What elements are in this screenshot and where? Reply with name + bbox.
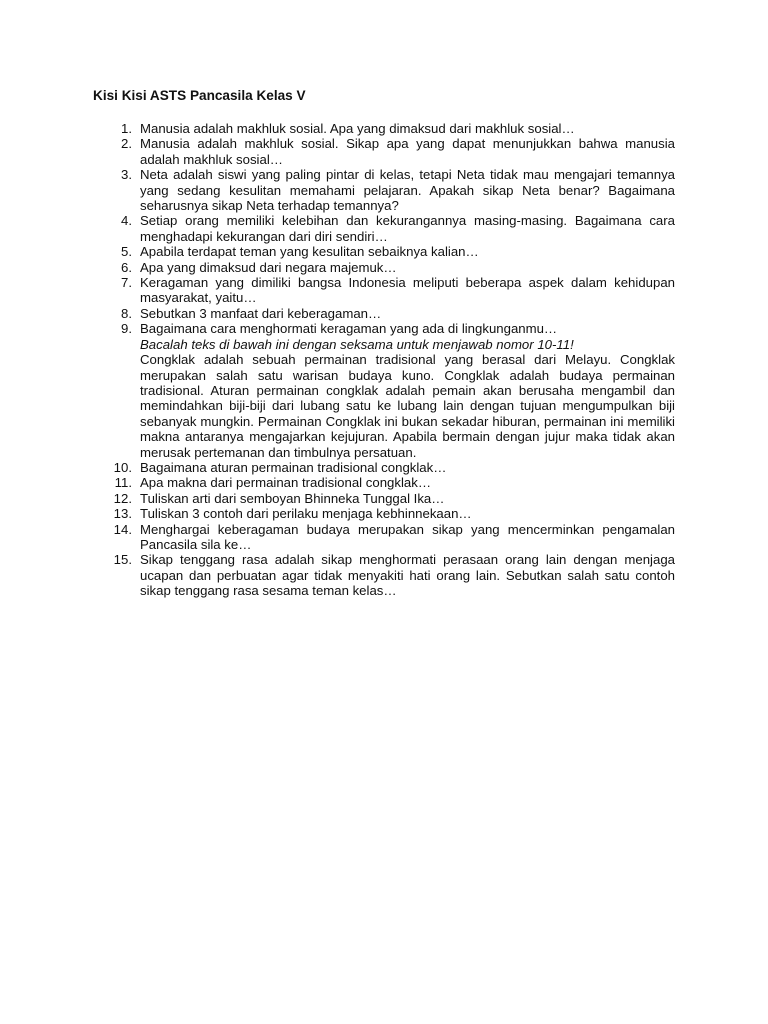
question-text: Sebutkan 3 manfaat dari keberagaman… (140, 305, 382, 321)
question-text: Manusia adalah makhluk sosial. Apa yang dimaksud dari makhluk sosial… (140, 121, 575, 136)
passage-instruction: Bacalah teks di bawah ini dengan seksama untuk menjawab nomor 10-11! (140, 336, 574, 352)
question-number: 11. (114, 475, 132, 491)
question-text: Bagaimana cara menghormati keragaman yang ada di lingkunganmu… (140, 321, 558, 337)
question-item (93, 275, 675, 306)
question-item (93, 475, 675, 490)
question-number: 10. (113, 459, 132, 475)
question-number: 12. (113, 490, 132, 506)
question-list-a (93, 121, 675, 337)
passage-text: Congklak adalah sebuah permainan tradisional yang berasal dari Melayu. Congklak merupakan salah satu warisan budaya kuno. Congklak adalah budaya permainan tradisional. Aturan permainan congklak adalah pemain akan berusaha mengambil dan memindahkan biji-biji dari lubang satu ke lubang lain dengan tujuan mengumpulkan biji sebanyak mungkin. Permainan Congklak ini bukan sekadar hiburan, permainan ini memiliki makna antaranya mengajarkan kejujuran. Apabila bermain dengan jujur maka tidak akan merusak pertemanan dan timbulnya persatuan. (140, 352, 675, 460)
question-list-b (93, 460, 675, 599)
question-number: 5. (121, 244, 132, 260)
question-item (93, 260, 675, 275)
question-number: 6. (121, 259, 132, 275)
question-item (93, 121, 675, 136)
question-text: Setiap orang memiliki kelebihan dan kekurangannya masing-masing. Bagaimana cara menghadapi kekurangan dari diri sendiri… (140, 213, 675, 244)
question-text: Menghargai keberagaman budaya merupakan sikap yang mencerminkan pengamalan Pancasila sila ke… (140, 521, 675, 552)
question-number: 15. (113, 552, 132, 568)
question-text: Tuliskan 3 contoh dari perilaku menjaga kebhinnekaan… (140, 506, 472, 522)
question-number: 7. (121, 275, 132, 291)
question-text: Apa yang dimaksud dari negara majemuk… (140, 259, 397, 275)
question-text: Neta adalah siswi yang paling pintar di kelas, tetapi Neta tidak mau mengajari temannya yang sedang kesulitan memahami pelajaran. Apakah sikap Neta benar? Bagaimana seharusnya sikap Neta terhadap temannya? (140, 167, 675, 214)
question-text: Manusia adalah makhluk sosial. Sikap apa yang dapat menunjukkan bahwa manusia adalah makhluk sosial… (140, 136, 675, 167)
question-item (93, 552, 675, 598)
question-item (93, 321, 675, 336)
question-number: 14. (113, 521, 132, 537)
question-text: Keragaman yang dimiliki bangsa Indonesia meliputi beberapa aspek dalam kehidupan masyarakat, yaitu… (140, 275, 675, 306)
question-item (93, 506, 675, 521)
question-item (93, 460, 675, 475)
question-number: 13. (113, 506, 132, 522)
question-item (93, 244, 675, 259)
document-title: Kisi Kisi ASTS Pancasila Kelas V (93, 88, 306, 103)
question-text: Tuliskan arti dari semboyan Bhinneka Tunggal Ika… (140, 490, 445, 506)
question-number: 3. (121, 167, 132, 183)
question-number: 9. (121, 321, 132, 337)
question-text: Apa makna dari permainan tradisional congklak… (140, 475, 432, 491)
question-item (93, 167, 675, 213)
question-item (93, 136, 675, 167)
document-content (93, 88, 675, 599)
question-number: 4. (121, 213, 132, 229)
question-item (93, 491, 675, 506)
reading-passage (93, 337, 675, 460)
question-item (93, 306, 675, 321)
question-text: Apabila terdapat teman yang kesulitan sebaiknya kalian… (140, 244, 479, 260)
question-item (93, 213, 675, 244)
question-number: 8. (121, 305, 132, 321)
question-item (93, 522, 675, 553)
question-text: Sikap tenggang rasa adalah sikap menghormati perasaan orang lain dengan menjaga ucapan dan perbuatan agar tidak menyakiti hati orang lain. Sebutkan salah satu contoh sikap tenggang rasa sesama teman kelas… (140, 552, 675, 599)
question-number: 1. (121, 121, 132, 136)
question-text: Bagaimana aturan permainan tradisional congklak… (140, 459, 447, 475)
question-number: 2. (121, 136, 132, 152)
